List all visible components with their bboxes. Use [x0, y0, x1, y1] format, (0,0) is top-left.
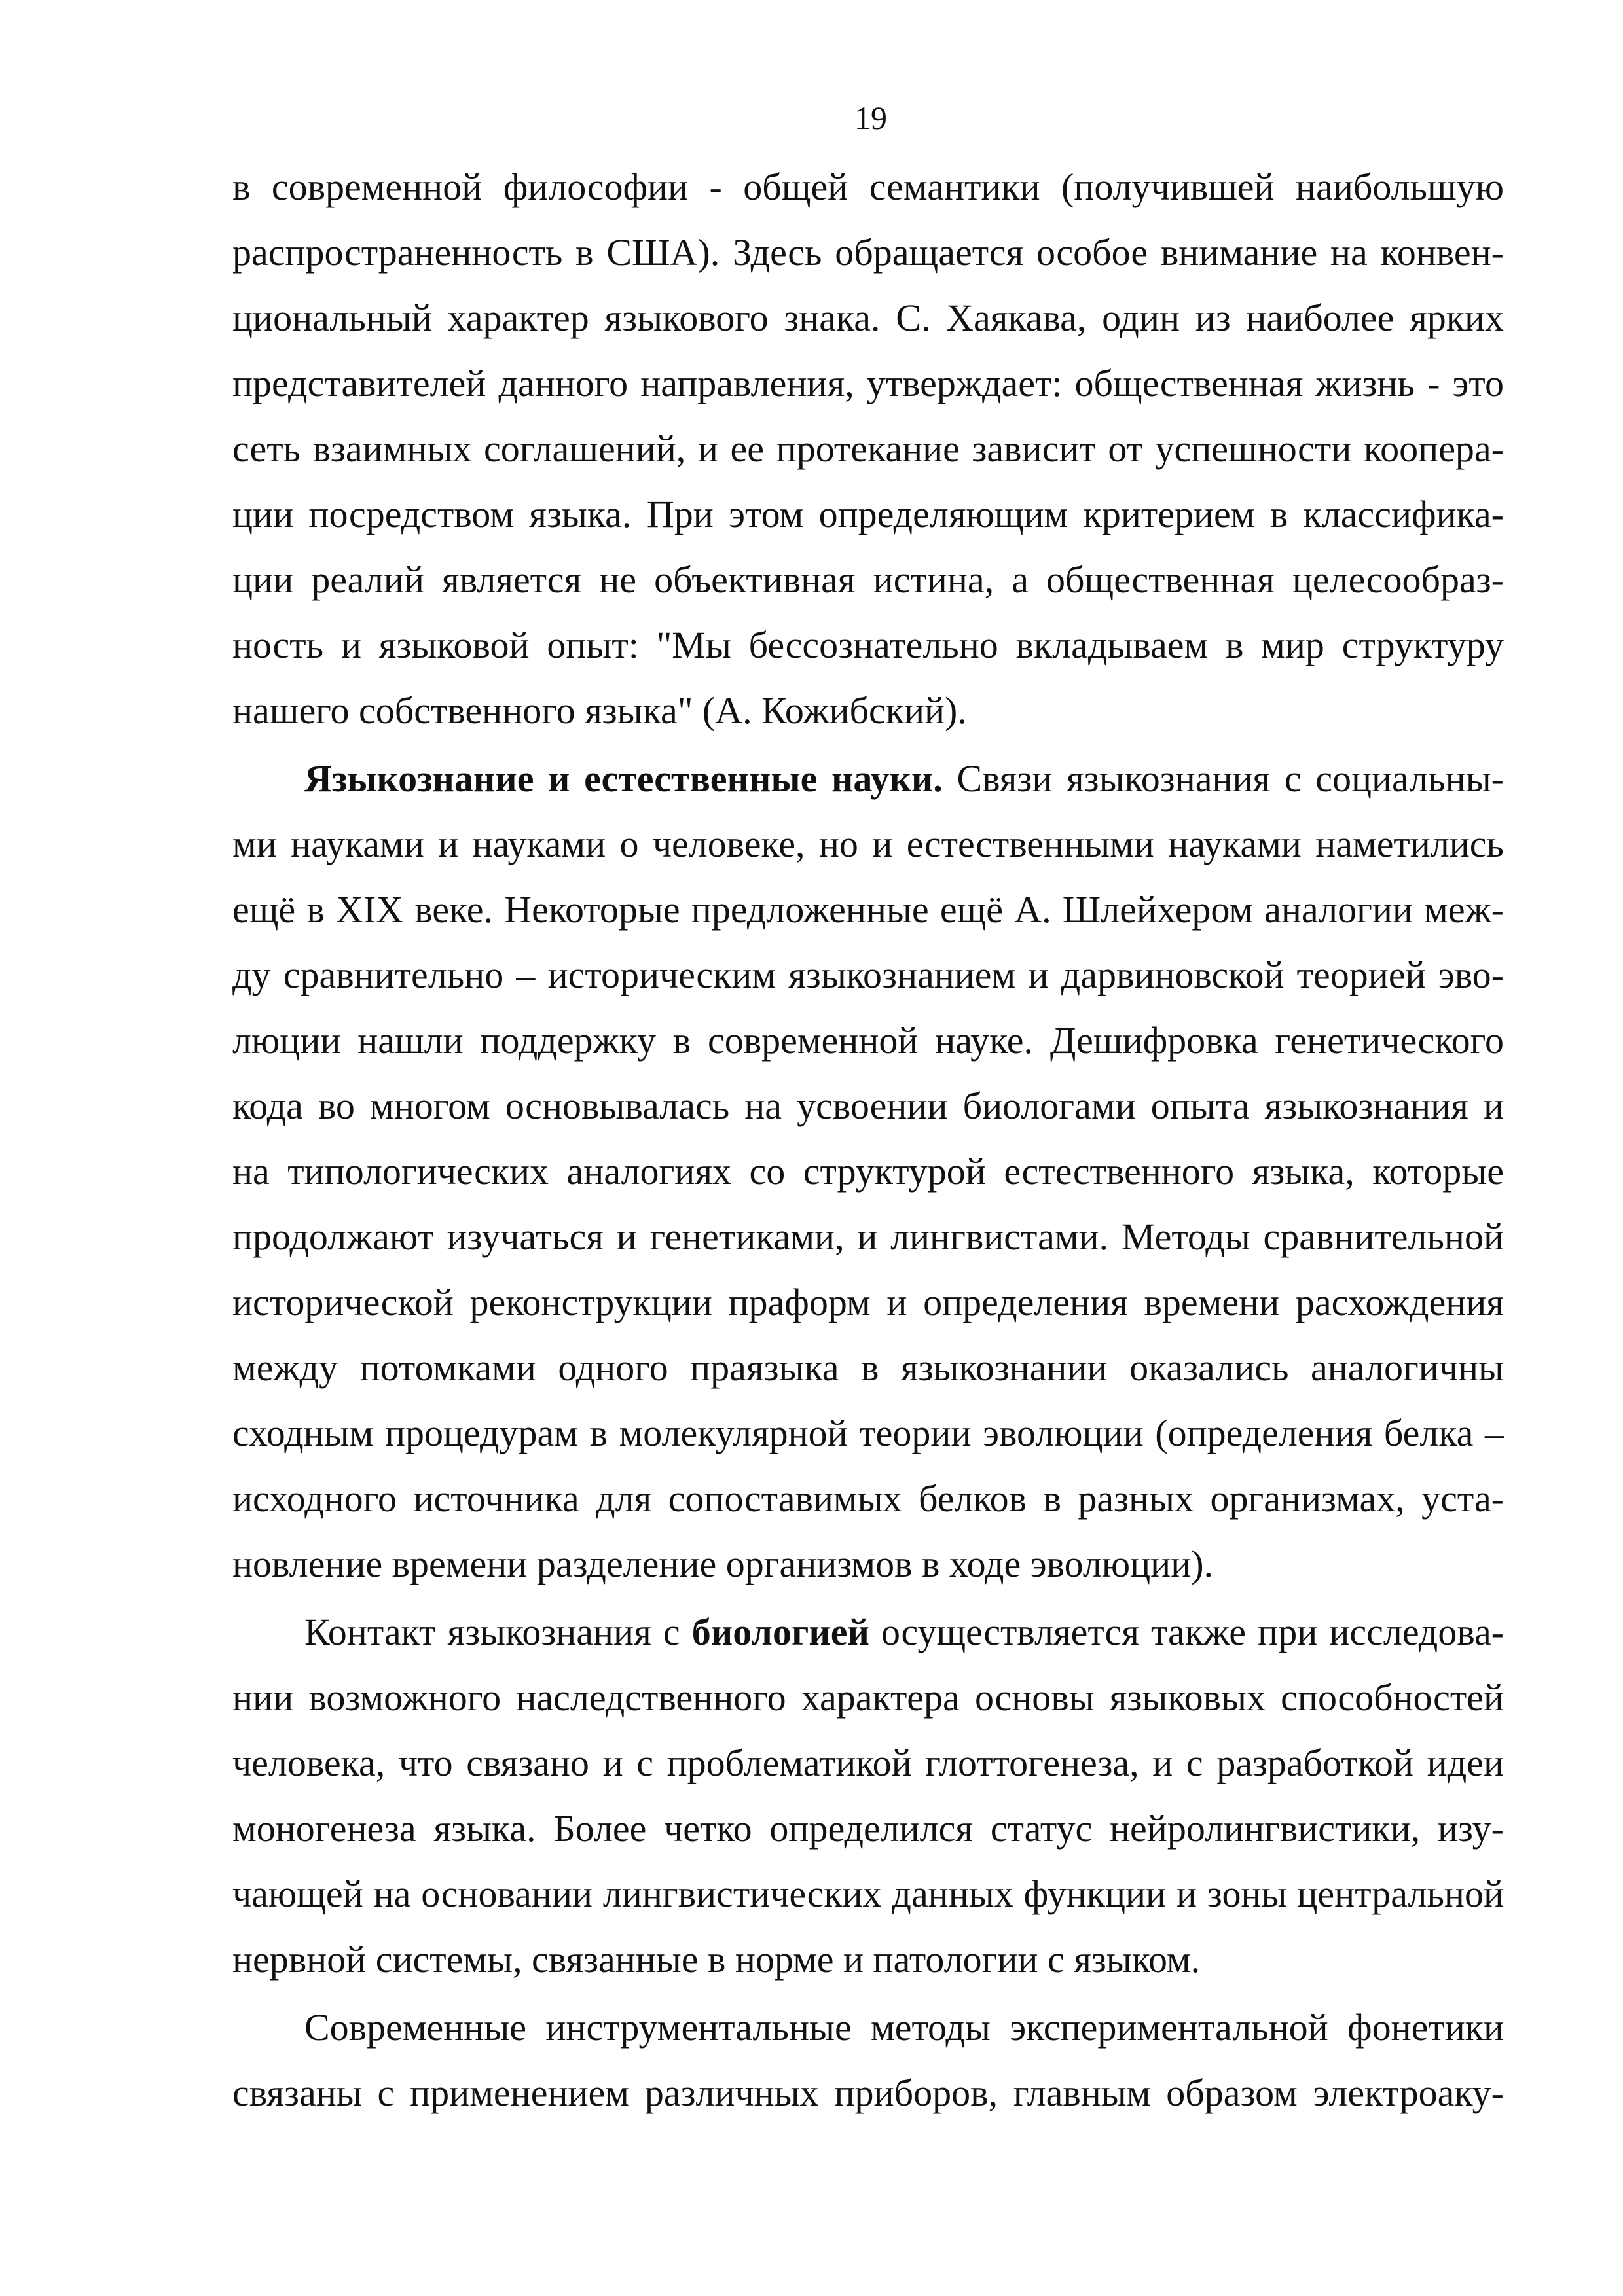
text-line: новление времени разделение организмов в ходе эволюции).: [232, 1543, 1214, 1585]
paragraph: [232, 746, 1504, 1597]
text-line: люции нашли поддержку в современной науке. Дешифровка генетического: [232, 1019, 1504, 1062]
page-number: 19: [854, 99, 887, 136]
text-fragment: Контакт языкознания с: [304, 1611, 680, 1653]
text-line: человека, что связано и с проблематикой глоттогенеза, и с разработкой идеи: [232, 1742, 1504, 1784]
text-line: ещё в XIX веке. Некоторые предложенные ещё А. Шлейхером аналогии меж-: [232, 888, 1504, 931]
text-line: нии возможного наследственного характера основы языковых способностей: [232, 1676, 1504, 1719]
text-line: исходного источника для сопоставимых белков в разных организмах, уста-: [232, 1477, 1504, 1520]
text-line: связаны с применением различных приборов, главным образом электроаку-: [232, 2072, 1504, 2114]
text-line: между потомками одного праязыка в языкознании оказались аналогичны: [232, 1346, 1504, 1389]
paragraph: [232, 1995, 1504, 2126]
text-line: [232, 1600, 1504, 1665]
text-fragment: Связи языкознания с социальны-: [957, 757, 1504, 800]
text-line: ции посредством языка. При этом определяющим критерием в классифика-: [232, 493, 1504, 535]
paragraph: [232, 154, 1504, 744]
text-line: в современной философии - общей семантики (получившей наибольшую: [232, 166, 1504, 208]
text-line: сходным процедурам в молекулярной теории эволюции (определения белка –: [232, 1412, 1504, 1454]
text-line: ду сравнительно – историческим языкознанием и дарвиновской теорией эво-: [232, 954, 1504, 996]
text-line: моногенеза языка. Более четко определился статус нейролингвистики, изу-: [232, 1807, 1504, 1850]
text-line: чающей на основании лингвистических данных функции и зоны центральной: [232, 1873, 1504, 1915]
text-line: Современные инструментальные методы экспериментальной фонетики: [304, 2006, 1504, 2049]
emphasis-term: биологией: [691, 1611, 869, 1653]
text-line: ность и языковой опыт: "Мы бессознательно вкладываем в мир структуру: [232, 624, 1504, 666]
text-line: циональный характер языкового знака. С. Хаякава, один из наиболее ярких: [232, 296, 1504, 339]
paragraph: [232, 1600, 1504, 1992]
text-line: ции реалий является не объективная истина, а общественная целесообраз-: [232, 558, 1504, 601]
text-line: распространенность в США). Здесь обращается особое внимание на конвен-: [232, 231, 1504, 274]
text-line: нервной системы, связанные в норме и патологии с языком.: [232, 1938, 1201, 1981]
text-line: продолжают изучаться и генетиками, и лингвистами. Методы сравнительной: [232, 1215, 1504, 1258]
text-line: на типологических аналогиях со структурой естественного языка, которые: [232, 1150, 1504, 1193]
text-line: сеть взаимных соглашений, и ее протекание зависит от успешности коопера-: [232, 427, 1504, 470]
body-text: [232, 154, 1504, 2126]
text-line: представителей данного направления, утверждает: общественная жизнь - это: [232, 362, 1504, 404]
text-line: [232, 746, 1504, 812]
text-fragment: осуществляется также при исследова-: [881, 1611, 1504, 1653]
section-heading: Языкознание и естественные науки.: [304, 757, 943, 800]
text-line: ми науками и науками о человеке, но и естественными науками наметились: [232, 823, 1504, 865]
text-line: нашего собственного языка" (А. Кожибский).: [232, 689, 967, 732]
text-line: кода во многом основывалась на усвоении биологами опыта языкознания и: [232, 1085, 1504, 1127]
text-line: исторической реконструкции праформ и определения времени расхождения: [232, 1281, 1504, 1323]
